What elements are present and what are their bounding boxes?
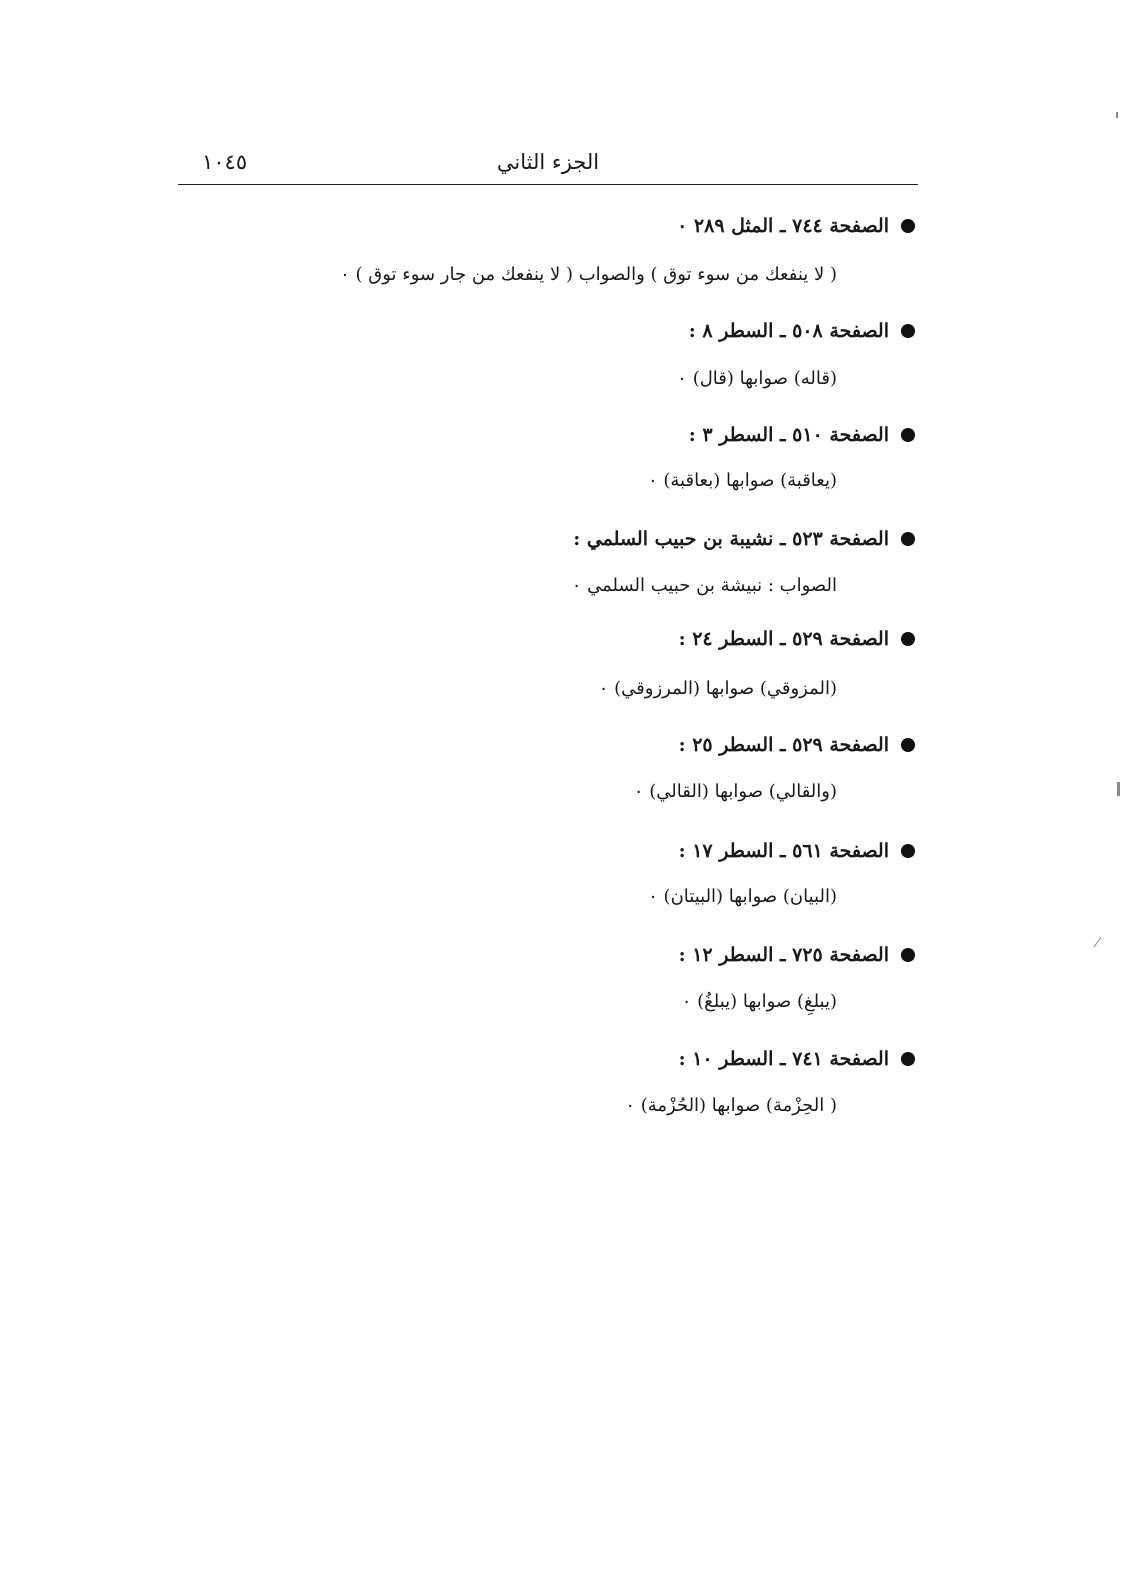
bullet-icon <box>901 219 915 233</box>
entry-heading-text: الصفحة ٥٠٨ ـ السطر ٨ : <box>688 320 889 342</box>
entry-heading <box>679 944 915 966</box>
running-title: الجزء الثاني <box>496 150 600 174</box>
bullet-icon <box>901 632 915 646</box>
entry-heading <box>689 320 915 342</box>
entry-heading-text: الصفحة ٧٤٤ ـ المثل ٢٨٩ ٠ <box>677 215 889 237</box>
entry-body: الصواب : نبيشة بن حبيب السلمي ٠ <box>571 575 837 596</box>
bullet-icon <box>901 1052 915 1066</box>
entry-body: ( لا ينفعك من سوء توق ) والصواب ( لا ينفعك من جار سوء توق ) ٠ <box>340 264 837 285</box>
scan-mark <box>1117 782 1120 796</box>
entry-heading-text: الصفحة ٥٢٩ ـ السطر ٢٥ : <box>678 734 889 756</box>
entry-heading <box>679 1048 915 1070</box>
entry-heading-text: الصفحة ٧٢٥ ـ السطر ١٢ : <box>678 944 889 966</box>
entry-body: (يبلغِ) صوابها (يبلغُ) ٠ <box>681 991 837 1012</box>
entry-heading-text: الصفحة ٥٢٩ ـ السطر ٢٤ : <box>678 628 889 650</box>
page-number: ١٠٤٥ <box>202 150 248 174</box>
entry-heading-text: الصفحة ٥٦١ ـ السطر ١٧ : <box>678 840 889 862</box>
entry-body: (البيان) صوابها (البيتان) ٠ <box>648 886 837 907</box>
entry-body: (والقالي) صوابها (القالي) ٠ <box>633 781 837 802</box>
entry-heading <box>679 840 915 862</box>
entry-body: (المزوقي) صوابها (المرزوقي) ٠ <box>598 678 837 699</box>
entry-heading <box>677 215 915 237</box>
bullet-icon <box>901 324 915 338</box>
bullet-icon <box>901 948 915 962</box>
entry-heading <box>573 528 915 550</box>
scan-mark <box>1094 937 1102 947</box>
entry-body: (قاله) صوابها (قال) ٠ <box>677 368 837 389</box>
entry-heading <box>689 424 915 446</box>
bullet-icon <box>901 428 915 442</box>
header-rule <box>178 184 918 185</box>
entry-heading <box>679 734 915 756</box>
entry-heading-text: الصفحة ٥٢٣ ـ نشيبة بن حبيب السلمي : <box>573 528 889 550</box>
entry-body: (يعاقبة) صوابها (بعاقبة) ٠ <box>647 470 837 491</box>
entry-body: ( الحِزْمة) صوابها (الحُزْمة) ٠ <box>625 1095 837 1116</box>
bullet-icon <box>901 844 915 858</box>
entry-heading-text: الصفحة ٥١٠ ـ السطر ٣ : <box>688 424 889 446</box>
entry-heading <box>679 628 915 650</box>
bullet-icon <box>901 532 915 546</box>
bullet-icon <box>901 738 915 752</box>
entry-heading-text: الصفحة ٧٤١ ـ السطر ١٠ : <box>678 1048 889 1070</box>
scan-mark <box>1116 112 1118 118</box>
